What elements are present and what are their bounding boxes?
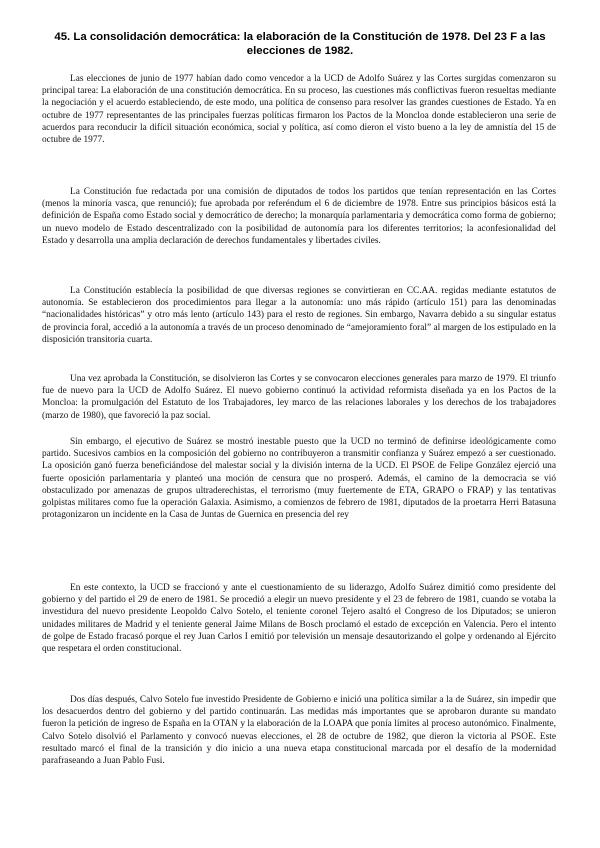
paragraph-elecciones-1977: Las elecciones de junio de 1977 habían dado como vencedor a la UCD de Adolfo Suárez y las Cortes surgidas comenzaron su principal tarea: La elaboración de una constitución democrática. En su proceso, las cuestiones más conflictivas fueron resueltas mediante la negociación y el acuerdo estableciendo, de este modo, una política de consenso para resolver las grandes cuestiones de Estado. Ya en octubre de 1977 representantes de las principales fuerzas políticas firmaron los Pactos de la Moncloa donde establecieron una serie de acuerdos para reconducir la difícil situación económica, social y política, así como dieron el visto bueno a la ley de amnistía del 15 de octubre de 1977. — [42, 74, 556, 146]
paragraph-elecciones-1979: Una vez aprobada la Constitución, se disolvieron las Cortes y se convocaron elecciones generales para marzo de 1979. El triunfo fue de nuevo para la UCD de Adolfo Suárez. El nuevo gobierno continuó la actividad reformista diseñada ya en los Pactos de la Moncloa: la promulgación del Estatuto de los Trabajadores, ley marco de las relaciones laborales y los derechos de los trabajadores (marzo de 1980), que favoreció la paz social. — [42, 374, 556, 421]
paragraph-calvo-sotelo: Dos días después, Calvo Sotelo fue investido Presidente de Gobierno e inició una política similar a la de Suárez, sin impedir que los desacuerdos dentro del gobierno y del partido continuarán. Las medidas más importantes que se aprobaron durante su mandato fueron la petición de ingreso de España en la OTAN y la elaboración de la LOAPA que ponía límites al proceso autonómico. Finalmente, Calvo Sotelo disolvió el Parlamento y convocó nuevas elecciones, el 28 de octubre de 1982, que dieron la victoria al PSOE. Este resultado marcó el final de la transición y dio inicio a una nueva etapa constitucional marcada por el desafío de la modernidad parafraseando a Juan Pablo Fusi. — [42, 695, 556, 767]
document-title: 45. La consolidación democrática: la elaboración de la Constitución de 1978. Del 23 F a las elecciones de 1982. — [54, 31, 546, 57]
paragraph-23f: En este contexto, la UCD se fraccionó y ante el cuestionamiento de su liderazgo, Adolfo Suárez dimitió como presidente del gobierno y del partido el 29 de enero de 1981. Se procedió a elegir un nuevo presidente y el 23 de febrero de 1981, cuando se votaba la investidura del nuevo presidente Leopoldo Calvo Sotelo, el teniente coronel Tejero asaltó el Congreso de los Diputados; se unieron unidades militares de Madrid y el teniente general Jaime Milans de Bosch proclamó el estado de excepción en Valencia. Pero el intento de golpe de Estado fracasó porque el rey Juan Carlos I emitió por televisión un mensaje desautorizando el golpe y ordenando al Ejército que respetara el orden constitucional. — [42, 583, 556, 655]
paragraph-inestabilidad-ucd: Sin embargo, el ejecutivo de Suárez se mostró inestable puesto que la UCD no terminó de definirse ideológicamente como partido. Sucesivos cambios en la composición del gobierno no contribuyeron a transmitir confianza y Suárez empezó a ser cuestionado. La oposición ganó fuerza beneficiándose del malestar social y la división interna de la UCD. El PSOE de Felipe González ejerció una fuerte oposición parlamentaria y planteó una moción de censura que no prosperó. Además, el camino de la democracia se vió obstaculizado por amenazas de grupos ultraderechistas, el terrorismo (muy fuertemente de ETA, GRAPO o FRAP) y las tentativas golpistas militares como fue la operación Galaxia. Asimismo, a comienzos de febrero de 1981, diputados de la proetarra Herri Batasuna protagonizaron un incidente en la Casa de Juntas de Guernica en presencia del rey — [42, 437, 556, 521]
paragraph-autonomias: La Constitución establecía la posibilidad de que diversas regiones se convirtieran en CC.AA. regidas mediante estatutos de autonomía. Se establecieron dos procedimientos para llegar a la autonomía: uno más rápido (artículo 151) para las denominadas “nacionalidades históricas” y otro más lento (artículo 143) para el resto de regiones. Sin embargo, Navarra debido a su singular estatus de provincia foral, accedió a la autonomía a través de un proceso denominado de “amejoramiento foral” al margen de los estipulado en la disposición transitoria cuarta. — [42, 286, 556, 345]
paragraph-constitucion-redaccion: La Constitución fue redactada por una comisión de diputados de todos los partidos que tenían representación en las Cortes (menos la minoría vasca, que renunció); fue aprobada por referéndum el 6 de diciembre de 1978. Entre sus principios básicos está la definición de España como Estado social y democrático de derecho; la monarquía parlamentaria y democrática como forma de gobierno; un nuevo modelo de Estado descentralizado con la posibilidad de autonomía para los diferentes territorios; la aconfesionalidad del Estado y desarrolla una amplia declaración de derechos fundamentales y libertades civiles. — [42, 187, 556, 246]
